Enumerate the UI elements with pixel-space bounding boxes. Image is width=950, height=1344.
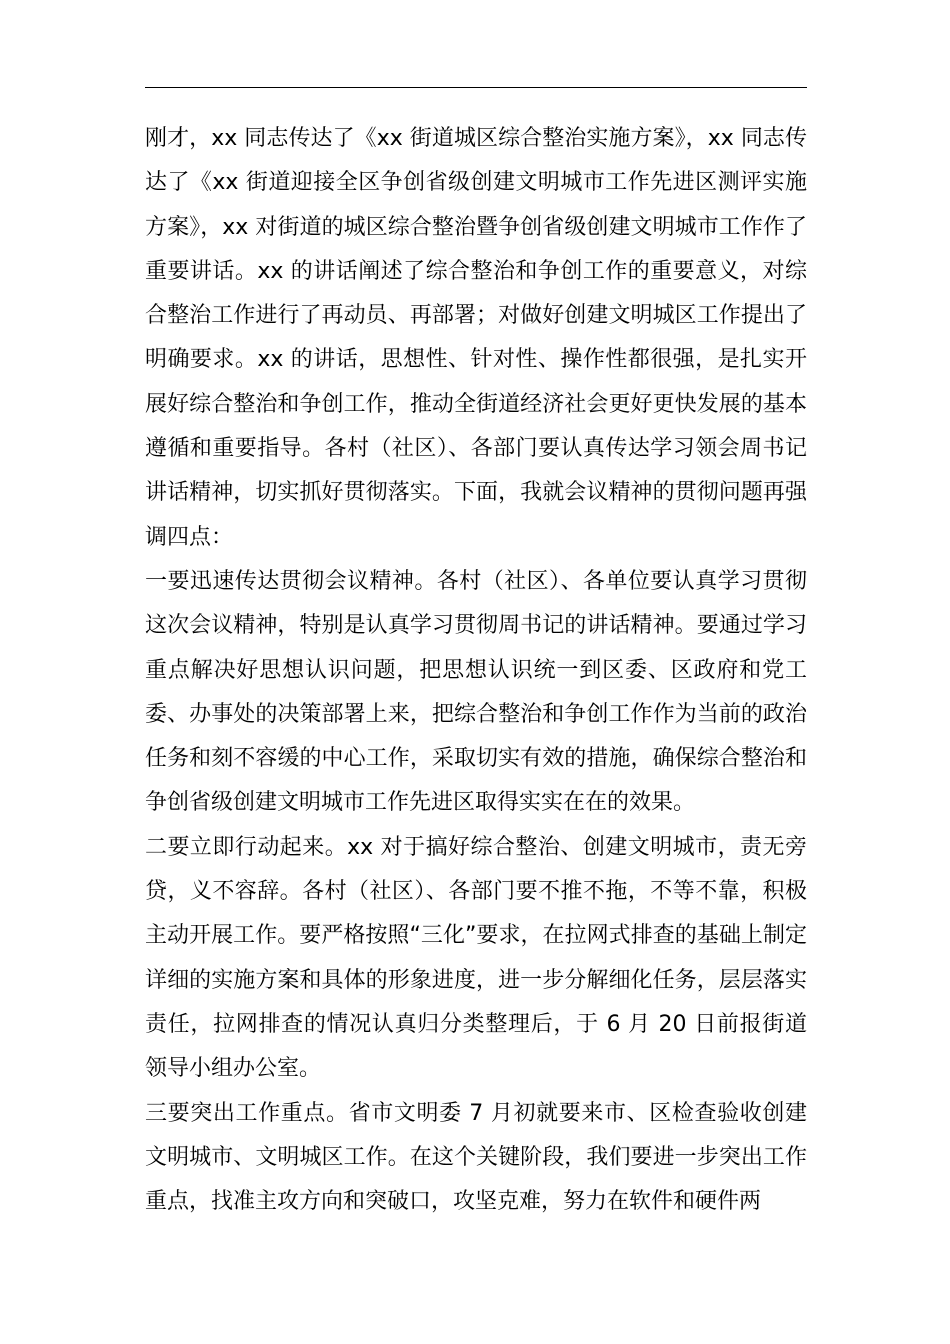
paragraph-point-one: 一要迅速传达贯彻会议精神。各村（社区）、各单位要认真学习贯彻这次会议精神，特别是认真学习贯彻周书记的讲话精神。要通过学习重点解决好思想认识问题，把思想认识统一到区委、区政府和党工委、办事处的决策部署上来，把综合整治和争创工作作为当前的政治任务和刻不容缓的中心工作，采取切实有效的措施，确保综合整治和争创省级创建文明城市工作先进区取得实实在在的效果。 bbox=[145, 568, 807, 816]
paragraph-intro: 刚才，xx 同志传达了《xx 街道城区综合整治实施方案》，xx 同志传达了《xx 街道迎接全区争创省级创建文明城市工作先进区测评实施方案》，xx 对街道的城区综合整治暨争创省级创建文明城市工作作了重要讲话。xx 的讲话阐述了综合整治和争创工作的重要意义，对综合整治工作进行了再动员、再部署；对做好创建文明城区工作提出了明确要求。xx 的讲话，思想性、针对性、操作性都很强，是扎实开展好综合整治和争创工作，推动全街道经济社会更好更快发展的基本遵循和重要指导。各村（社区）、各部门要认真传达学习领会周书记讲话精神，切实抓好贯彻落实。下面，我就会议精神的贯彻问题再强调四点： bbox=[145, 126, 807, 550]
document-body bbox=[145, 117, 807, 1224]
paragraph-point-two: 二要立即行动起来。xx 对于搞好综合整治、创建文明城市，责无旁贷，义不容辞。各村（社区）、各部门要不推不拖，不等不靠，积极主动开展工作。要严格按照“三化”要求，在拉网式排查的基础上制定详细的实施方案和具体的形象进度，进一步分解细化任务，层层落实责任，拉网排查的情况认真归分类整理后，于 6 月 20 日前报街道领导小组办公室。 bbox=[145, 834, 807, 1082]
paragraph-point-three: 三要突出工作重点。省市文明委 7 月初就要来市、区检查验收创建文明城市、文明城区工作。在这个关键阶段，我们要进一步突出工作重点，找准主攻方向和突破口，攻坚克难，努力在软件和硬件两 bbox=[145, 1100, 807, 1215]
header-rule bbox=[145, 87, 807, 88]
